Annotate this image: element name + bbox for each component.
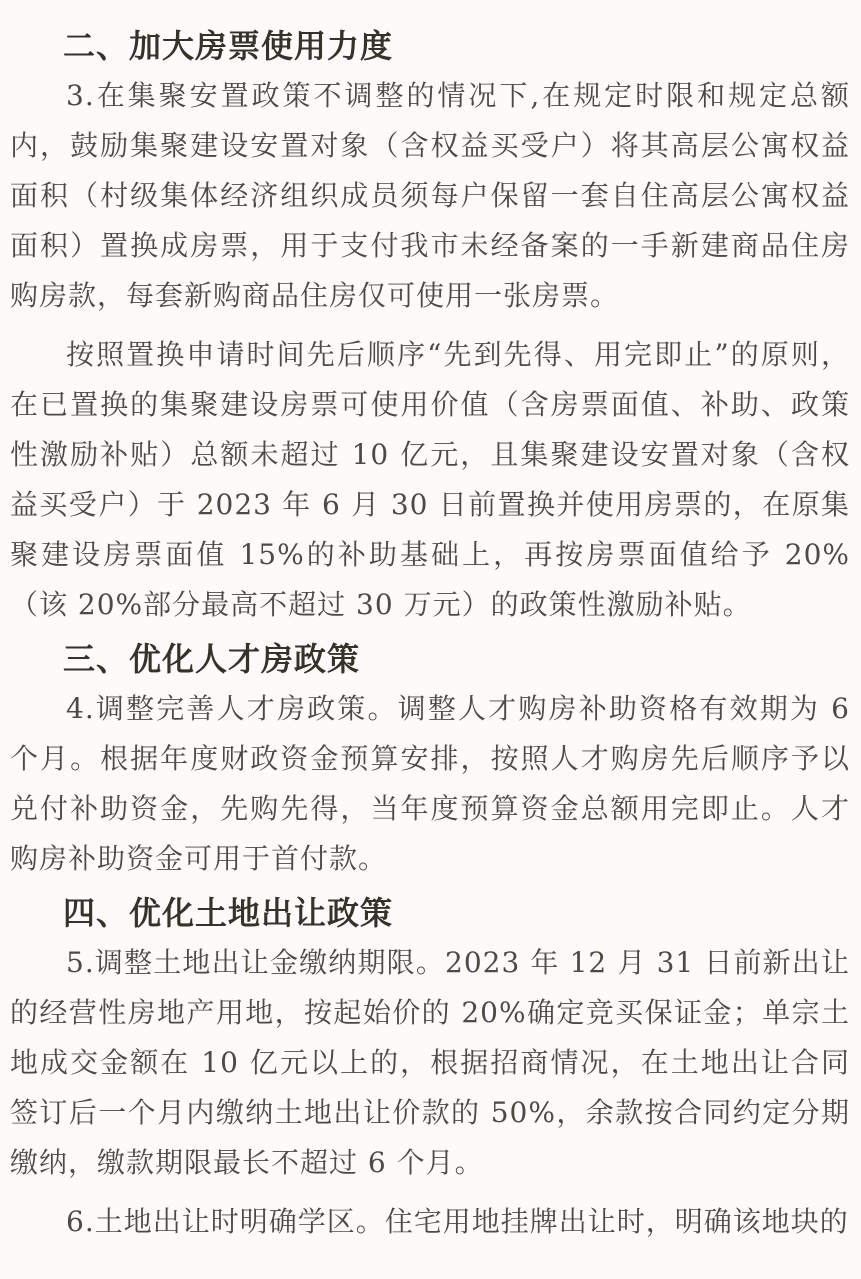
- item-4-paragraph: 4.调整完善人才房政策。调整人才购房补助资格有效期为 6 个月。根据年度财政资金预算安排，按照人才购房先后顺序予以兑付补助资金，先购先得，当年度预算资金总额用完即止。人才购房补助资金可用于首付款。: [10, 692, 850, 875]
- section-2-heading: 二、加大房票使用力度: [63, 28, 394, 64]
- section-3-heading: 三、优化人才房政策: [63, 641, 361, 677]
- item-5-paragraph: 5.调整土地出让金缴纳期限。2023 年 12 月 31 日前新出让的经营性房地产用地，按起始价的 20%确定竞买保证金；单宗土地成交金额在 10 亿元以上的，根据招商情况，在土地出让合同签订后一个月内缴纳土地出让价款的 50%，余款按合同约定分期缴纳，缴款期限最长不超过 6 个月。: [10, 946, 850, 1179]
- item-3-supplement-paragraph: 按照置换申请时间先后顺序“先到先得、用完即止”的原则，在已置换的集聚建设房票可使用价值（含房票面值、补助、政策性激励补贴）总额未超过 10 亿元，且集聚建设安置对象（含权益买受户）于 2023 年 6 月 30 日前置换并使用房票的，在原集聚建设房票面值 15%的补助基础上，再按房票面值给予 20%（该 20%部分最高不超过 30 万元）的政策性激励补贴。: [10, 338, 850, 621]
- section-4-heading: 四、优化土地出让政策: [63, 895, 394, 931]
- item-3-paragraph: 3.在集聚安置政策不调整的情况下,在规定时限和规定总额内，鼓励集聚建设安置对象（含权益买受户）将其高层公寓权益面积（村级集体经济组织成员须每户保留一套自住高层公寓权益面积）置换成房票，用于支付我市未经备案的一手新建商品住房购房款，每套新购商品住房仅可使用一张房票。: [10, 79, 850, 312]
- item-6-paragraph: 6.土地出让时明确学区。住宅用地挂牌出让时，明确该地块的: [66, 1205, 849, 1238]
